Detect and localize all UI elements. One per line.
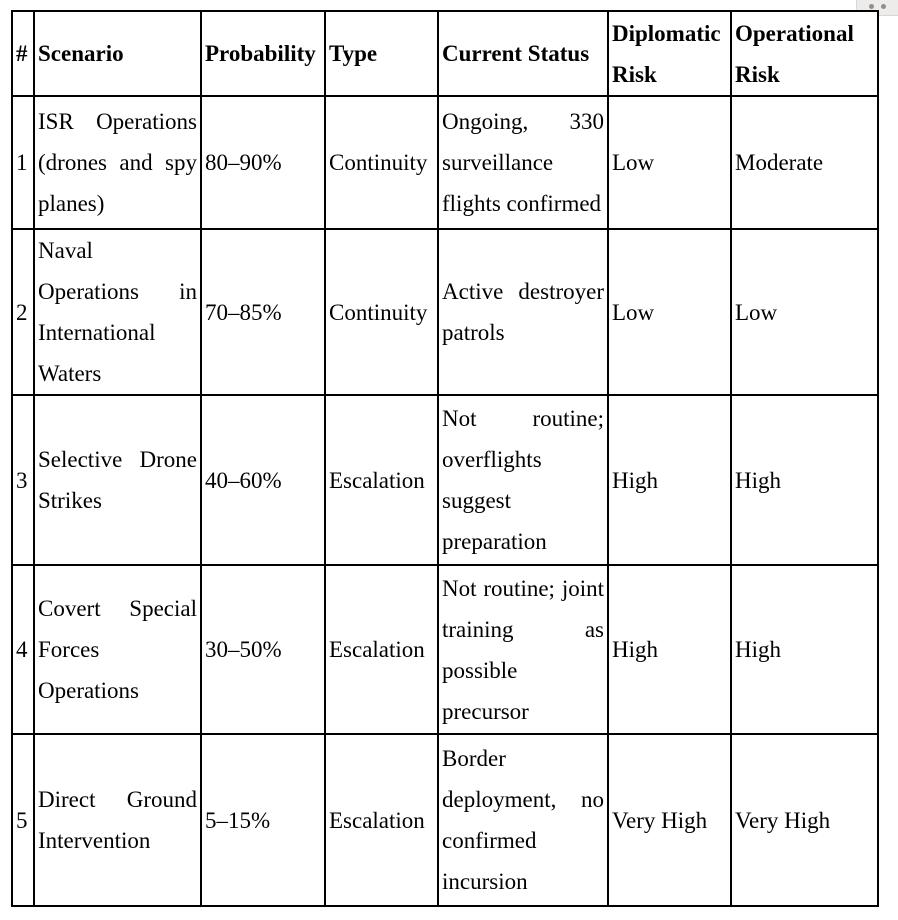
text-line: (drones and spy — [38, 150, 197, 175]
text-line: Covert Special — [38, 596, 197, 621]
text-line: Diplomatic — [612, 20, 721, 46]
text-line: 4 — [16, 637, 28, 662]
text-line: Border — [442, 746, 506, 771]
text-line: preparation — [442, 529, 547, 554]
text-line: Ongoing, 330 — [442, 109, 604, 134]
text-line: overflights — [442, 447, 542, 472]
text-line: Forces — [38, 637, 100, 662]
text-line: 1 — [16, 150, 28, 175]
cell-scenario[interactable] — [34, 734, 201, 906]
text-line: Operations in — [38, 279, 197, 304]
cell-operational[interactable] — [731, 96, 878, 229]
text-line: 70–85% — [205, 299, 282, 325]
cell-status[interactable] — [438, 734, 608, 906]
cell-status[interactable] — [438, 229, 608, 395]
text-line: Continuity — [329, 299, 428, 325]
text-line: deployment, no — [442, 787, 604, 812]
text-line: Escalation — [329, 637, 425, 662]
cell-num[interactable] — [12, 96, 34, 229]
text-line: possible — [442, 657, 518, 683]
cell-operational[interactable] — [731, 229, 878, 395]
cell-diplomatic[interactable] — [608, 229, 731, 395]
header-row — [12, 11, 878, 96]
table-row — [12, 229, 878, 395]
table-body — [12, 96, 878, 906]
cell-type[interactable] — [325, 565, 438, 734]
column-header-num[interactable] — [12, 11, 34, 96]
cell-type[interactable] — [325, 395, 438, 565]
cell-scenario[interactable] — [34, 229, 201, 395]
text-line: Waters — [38, 361, 102, 386]
cell-diplomatic[interactable] — [608, 395, 731, 565]
column-header-type[interactable] — [325, 11, 438, 96]
text-line: 80–90% — [205, 150, 282, 175]
cell-type[interactable] — [325, 734, 438, 906]
cell-num[interactable] — [12, 565, 34, 734]
text-line: Not routine; — [442, 406, 604, 431]
text-line: Moderate — [735, 150, 824, 175]
text-line: Operations — [38, 678, 139, 703]
text-line: ISR Operations — [38, 109, 197, 134]
text-line: High — [612, 637, 658, 662]
text-line: Escalation — [329, 807, 425, 833]
text-line: Low — [612, 299, 655, 325]
table-row — [12, 395, 878, 565]
text-line: Risk — [612, 61, 657, 87]
cell-scenario[interactable] — [34, 565, 201, 734]
text-line: precursor — [442, 698, 529, 724]
text-line: 2 — [16, 299, 28, 325]
text-line: flights confirmed — [442, 191, 602, 216]
cell-num[interactable] — [12, 229, 34, 395]
cell-probability[interactable] — [201, 96, 325, 229]
text-line: planes) — [38, 191, 105, 216]
text-line: suggest — [442, 488, 511, 513]
cell-diplomatic[interactable] — [608, 734, 731, 906]
cell-probability[interactable] — [201, 734, 325, 906]
text-line: Very High — [612, 807, 708, 833]
text-line: 5–15% — [205, 807, 271, 833]
cell-probability[interactable] — [201, 229, 325, 395]
text-line: training as — [442, 616, 604, 642]
text-line: Probability — [205, 41, 316, 66]
text-line: Naval — [38, 238, 93, 263]
cell-diplomatic[interactable] — [608, 565, 731, 734]
column-header-scenario[interactable] — [34, 11, 201, 96]
cell-num[interactable] — [12, 734, 34, 906]
text-line: Very High — [735, 807, 831, 833]
table-row — [12, 565, 878, 734]
text-line: # — [16, 41, 28, 66]
text-line: incursion — [442, 869, 528, 894]
text-line: Escalation — [329, 467, 425, 493]
text-line: Selective Drone — [38, 447, 197, 472]
table-row — [12, 96, 878, 229]
text-line: High — [735, 467, 781, 493]
text-line: International — [38, 320, 156, 345]
text-line: surveillance — [442, 150, 554, 175]
text-line: Low — [735, 299, 778, 325]
cell-status[interactable] — [438, 395, 608, 565]
cell-diplomatic[interactable] — [608, 96, 731, 229]
pill-dot-icon — [881, 4, 886, 9]
cell-probability[interactable] — [201, 395, 325, 565]
cell-scenario[interactable] — [34, 96, 201, 229]
text-line: Active destroyer — [442, 279, 604, 304]
text-line: Direct Ground — [38, 787, 197, 812]
text-line: Not routine; joint — [442, 575, 604, 601]
text-line: patrols — [442, 320, 505, 345]
text-line: Low — [612, 150, 655, 175]
cell-type[interactable] — [325, 229, 438, 395]
text-line: confirmed — [442, 828, 537, 853]
text-line: Strikes — [38, 488, 102, 513]
pill-dot-icon — [869, 4, 874, 9]
text-line: 3 — [16, 467, 28, 493]
cell-status[interactable] — [438, 96, 608, 229]
cell-operational[interactable] — [731, 734, 878, 906]
cell-operational[interactable] — [731, 565, 878, 734]
text-line: 5 — [16, 807, 28, 833]
text-line: Current Status — [442, 41, 590, 66]
text-line: Operational — [735, 20, 854, 46]
cell-probability[interactable] — [201, 565, 325, 734]
column-header-diplomatic[interactable] — [608, 11, 731, 96]
text-line: 30–50% — [205, 637, 282, 662]
text-line: High — [735, 637, 781, 662]
text-line: Continuity — [329, 150, 428, 175]
column-header-operational[interactable] — [731, 11, 878, 96]
cell-operational[interactable] — [731, 395, 878, 565]
table-row — [12, 734, 878, 906]
text-line: Risk — [735, 61, 780, 87]
text-line: 40–60% — [205, 467, 282, 493]
text-line: High — [612, 467, 658, 493]
table-header — [12, 11, 878, 96]
column-header-status[interactable] — [438, 11, 608, 96]
cell-scenario[interactable] — [34, 395, 201, 565]
text-line: Scenario — [38, 41, 124, 66]
cell-type[interactable] — [325, 96, 438, 229]
cell-status[interactable] — [438, 565, 608, 734]
text-line: Intervention — [38, 828, 151, 853]
scenario-risk-table — [11, 10, 879, 907]
text-line: Type — [329, 41, 378, 66]
cell-num[interactable] — [12, 395, 34, 565]
column-header-probability[interactable] — [201, 11, 325, 96]
